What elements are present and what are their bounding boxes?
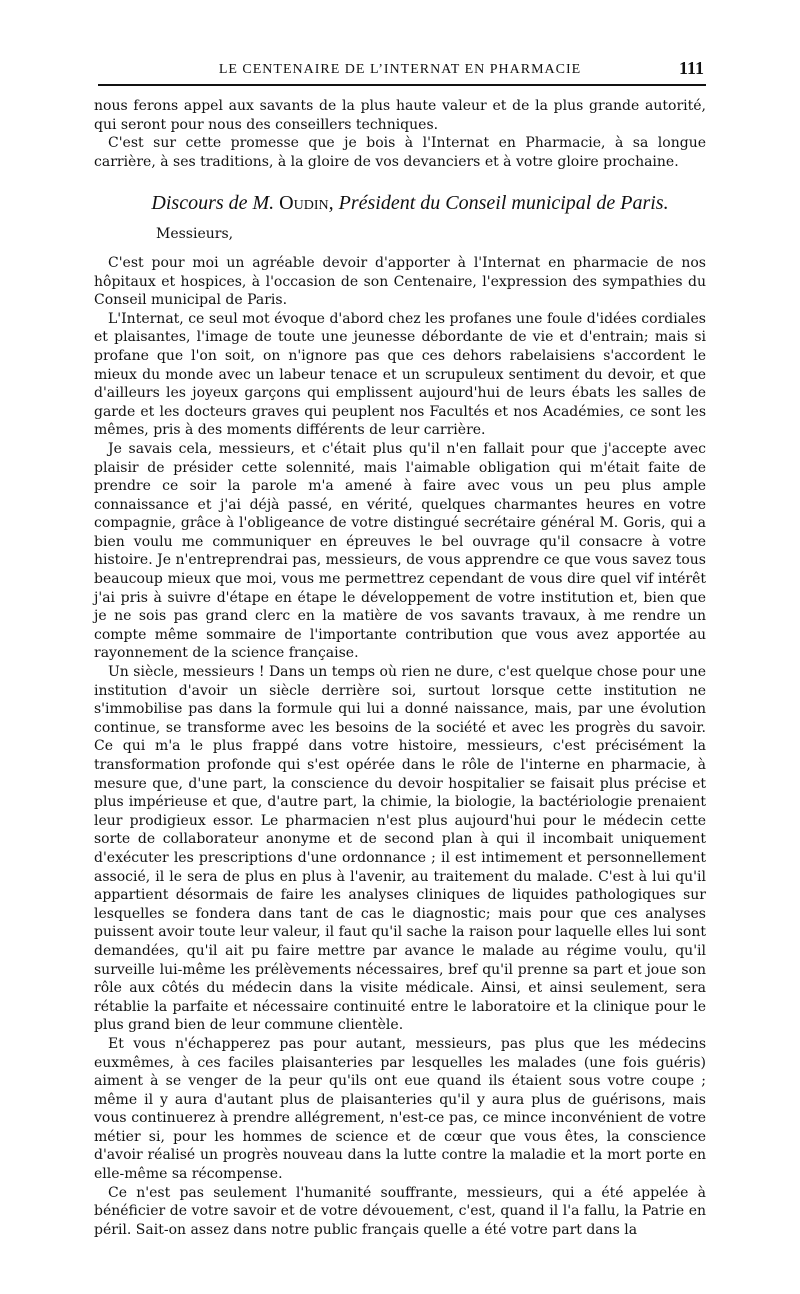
running-header xyxy=(94,54,706,84)
running-title: LE CENTENAIRE DE L’INTERNAT EN PHARMACIE xyxy=(218,62,582,77)
page-number: 111 xyxy=(678,58,704,78)
body-paragraph: Ce n'est pas seulement l'humanité souffrante, messieurs, qui a été appelée à bénéficier de votre savoir et de votre dévouement, c'est, quand il l'a fallu, la Patrie en péril. Sait-on assez dans notre public français quelle a été votre part dans la xyxy=(94,1184,706,1238)
salutation: Messieurs, xyxy=(156,226,234,243)
body-paragraph: Un siècle, messieurs ! Dans un temps où rien ne dure, c'est quelque chose pour une institution d'avoir un siècle derrière soi, surtout lorsque cette institution ne s'immobilise pas dans la formule qui lui a donné naissance, mais, par une évolution continue, se transforme avec les besoins de la société et avec les progrès du savoir. Ce qui m'a le plus frappé dans votre histoire, messieurs, c'est précisément la transformation profonde qui s'est opérée dans le rôle de l'interne en pharmacie, à mesure que, d'une part, la conscience du devoir hospitalier se faisait plus précise et plus impérieuse et que, d'autre part, la chimie, la biologie, la bactériologie prenaient leur prodigieux essor. Le pharmacien n'est plus aujourd'hui pour le médecin cette sorte de collaborateur anonyme et de second plan à qui il incombait uniquement d'exécuter les prescriptions d'une ordonnance ; il est intimement et personnellement associé, il le sera de plus en plus à l'avenir, au traitement du malade. C'est à lui qu'il appartient désormais de faire les analyses cliniques de liquides pathologiques sur lesquelles se fondera dans tant de cas le diagnostic; mais pour que ces analyses puissent avoir toute leur valeur, il faut qu'il sache la raison pour laquelle elles lui sont demandées, qu'il ait pu faire mettre par avance le malade au régime voulu, qu'il surveille lui-même les prélèvements nécessaires, bref qu'il prenne sa part et joue son rôle aux côtés du médecin dans la visite médicale. Ainsi, et ainsi seulement, sera rétablie la parfaite et nécessaire continuité entre le laboratoire et la clinique pour le plus grand bien de leur commune clientèle. xyxy=(94,664,706,1034)
body-paragraph: Je savais cela, messieurs, et c'était plus qu'il n'en fallait pour que j'accepte avec plaisir de présider cette solennité, mais l'aimable obligation qui m'était faite de prendre ce soir la parole m'a amené à faire avec vous un peu plus ample connaissance et j'ai déjà passé, en vérité, quelques charmantes heures en votre compagnie, grâce à l'obligeance de votre distingué secrétaire général M. Goris, qui a bien voulu me communiquer en épreuves le bel ouvrage qu'il consacre à votre histoire. Je n'entreprendrai pas, messieurs, de vous apprendre ce que vous savez tous beaucoup mieux que moi, vous me permettrez cependant de vous dire quel vif intérêt j'ai pris à suivre d'étape en étape le développement de votre institution et, bien que je ne sois pas grand clerc en la matière de vos savants travaux, à me rendre un compte même sommaire de l'importante contribution que vous avez apportée au rayonnement de la science française. xyxy=(94,440,706,662)
intro-paragraph: nous ferons appel aux savants de la plus haute valeur et de la plus grande autorité, qui seront pour nous des conseillers techniques. xyxy=(94,98,706,133)
body-paragraph: Et vous n'échapperez pas pour autant, messieurs, pas plus que les médecins euxmêmes, à ces faciles plaisanteries par lesquelles les malades (une fois guéris) aiment à se venger de la peur qu'ils ont eue quand ils étaient sous votre coupe ; même il y aura d'autant plus de plaisanteries qu'il y aura plus de guérisons, mais vous continuerez à prendre allégrement, n'est-ce pas, ce mince inconvénient de votre métier si, pour les hommes de science et de cœur que vous êtes, la conscience d'avoir réalisé un progrès nouveau dans la lutte contre la maladie et la mort porte en elle-même sa récompense. xyxy=(94,1035,706,1183)
body-paragraph: C'est pour moi un agréable devoir d'apporter à l'Internat en pharmacie de nos hôpitaux et hospices, à l'occasion de son Centenaire, l'expression des sympathies du Conseil municipal de Paris. xyxy=(94,254,706,309)
heading-suffix: , Président du Conseil municipal de Paris. xyxy=(328,192,669,215)
speech-heading xyxy=(94,189,706,217)
header-rule xyxy=(98,84,706,86)
intro-paragraph: C'est sur cette promesse que je bois à l'Internat en Pharmacie, à sa longue carrière, à ses traditions, à la gloire de vos devanciers et à votre gloire prochaine. xyxy=(94,135,706,170)
document-page xyxy=(94,54,706,1239)
speaker-name: Oudin xyxy=(279,192,329,215)
heading-prefix: Discours de M. xyxy=(151,192,275,215)
body-paragraph: L'Internat, ce seul mot évoque d'abord chez les profanes une foule d'idées cordiales et plaisantes, l'image de toute une jeunesse débordante de vie et d'entrain; mais si profane que l'on soit, on n'ignore pas que ces dehors rabelaisiens s'accordent le mieux du monde avec un labeur tenace et un scrupuleux sentiment du devoir, et que d'ailleurs les joyeux garçons qui emplissent aujourd'hui de leurs ébats les salles de garde et les docteurs graves qui peuplent nos Facultés et nos Académies, ce sont les mêmes, pris à des moments différents de leur carrière. xyxy=(94,310,706,439)
